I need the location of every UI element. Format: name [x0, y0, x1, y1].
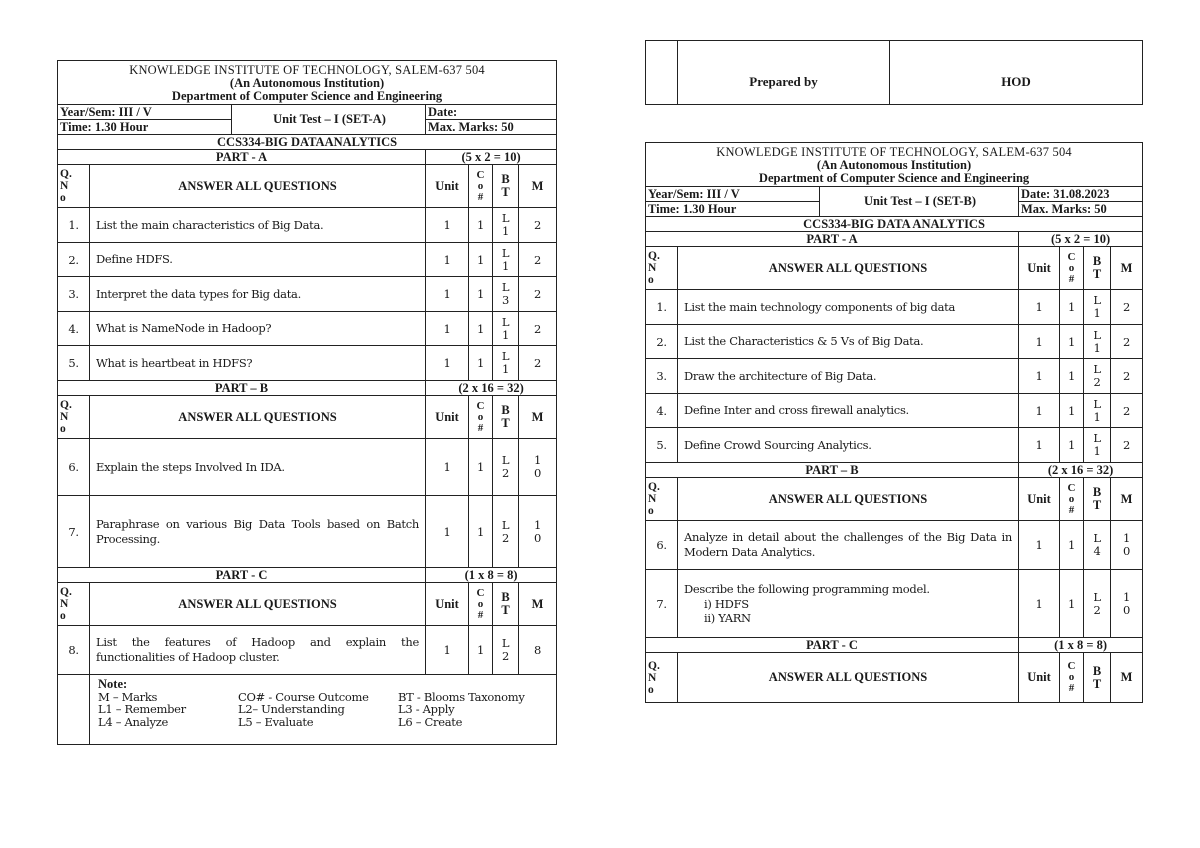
course-title: CCS334-BIG DATA ANALYTICS	[646, 217, 1143, 232]
question-text: Define HDFS.	[90, 243, 426, 277]
marks-header: M	[1111, 478, 1143, 521]
question-text: Interpret the data types for Big data.	[90, 277, 426, 312]
legend-item: L2– Understanding	[238, 702, 345, 716]
question-text: List the main technology components of big data	[678, 290, 1019, 325]
marks-header: M	[1111, 247, 1143, 290]
marks-value: 1 0	[519, 439, 557, 496]
institute-name: KNOWLEDGE INSTITUTE OF TECHNOLOGY, SALEM-637 504	[129, 63, 485, 77]
table-row	[646, 521, 1143, 570]
qno-header: Q. N o	[646, 653, 678, 703]
co-value: 1	[1060, 570, 1084, 638]
co-value: 1	[469, 496, 493, 568]
unit-value: 1	[426, 208, 469, 243]
question-number: 3.	[646, 359, 678, 394]
table-row	[58, 243, 557, 277]
part-a-label: PART - A	[646, 232, 1019, 247]
marks-value: 1 0	[1111, 570, 1143, 638]
table-row	[58, 277, 557, 312]
part-a-label: PART - A	[58, 150, 426, 165]
unit-header: Unit	[426, 396, 469, 439]
question-number: 2.	[646, 325, 678, 359]
answer-all-header: ANSWER ALL QUESTIONS	[678, 478, 1019, 521]
table-row	[58, 312, 557, 346]
unit-header: Unit	[1019, 653, 1060, 703]
legend-item: CO# - Course Outcome	[238, 689, 369, 704]
answer-all-header: ANSWER ALL QUESTIONS	[90, 165, 426, 208]
bt-header: B T	[1084, 478, 1111, 521]
part-c-marks: (1 x 8 = 8)	[426, 568, 557, 583]
bt-value: L 1	[1084, 290, 1111, 325]
legend-item: L3 - Apply	[398, 702, 455, 716]
unit-value: 1	[1019, 290, 1060, 325]
qno-header: Q. N o	[646, 247, 678, 290]
unit-value: 1	[426, 439, 469, 496]
year-sem: Year/Sem: III / V	[58, 105, 232, 120]
max-marks: Max. Marks: 50	[1019, 202, 1143, 217]
bt-value: L 2	[1084, 570, 1111, 638]
marks-value: 2	[1111, 394, 1143, 428]
co-value: 1	[469, 439, 493, 496]
bt-value: L 2	[493, 626, 519, 675]
question-number: 1.	[58, 208, 90, 243]
marks-value: 2	[1111, 428, 1143, 463]
question-text: Paraphrase on various Big Data Tools based on Batch Processing.	[90, 496, 426, 568]
question-number: 5.	[58, 346, 90, 381]
table-row	[58, 496, 557, 568]
table-row	[646, 359, 1143, 394]
bt-value: L 1	[493, 243, 519, 277]
legend-item: M – Marks	[98, 689, 158, 704]
question-text: Explain the steps Involved In IDA.	[90, 439, 426, 496]
unit-value: 1	[1019, 325, 1060, 359]
question-text: Define Inter and cross firewall analytics.	[678, 394, 1019, 428]
part-b-label: PART – B	[646, 463, 1019, 478]
marks-value: 1 0	[519, 496, 557, 568]
bt-header: B T	[493, 583, 519, 626]
table-row	[58, 208, 557, 243]
test-name: Unit Test – I (SET-A)	[232, 105, 426, 135]
marks-header: M	[519, 396, 557, 439]
question-text: Define Crowd Sourcing Analytics.	[678, 428, 1019, 463]
exam-date: Date: 31.08.2023	[1019, 187, 1143, 202]
unit-header: Unit	[426, 583, 469, 626]
question-text: What is NameNode in Hadoop?	[90, 312, 426, 346]
unit-value: 1	[426, 626, 469, 675]
question-paper-set-b	[645, 142, 1143, 703]
co-value: 1	[469, 626, 493, 675]
marks-value: 2	[1111, 325, 1143, 359]
co-value: 1	[469, 346, 493, 381]
question-text: List the main characteristics of Big Data.	[90, 208, 426, 243]
year-sem: Year/Sem: III / V	[646, 187, 820, 202]
bt-header: B T	[493, 165, 519, 208]
marks-header: M	[519, 583, 557, 626]
legend-item: L6 – Create	[398, 714, 463, 729]
marks-value: 2	[1111, 359, 1143, 394]
question-text: List the Characteristics & 5 Vs of Big Data.	[678, 325, 1019, 359]
co-header: C o #	[1060, 478, 1084, 521]
signature-blank-cell	[646, 41, 678, 105]
question-paper-set-a	[57, 60, 557, 745]
marks-value: 2	[1111, 290, 1143, 325]
institute-name: KNOWLEDGE INSTITUTE OF TECHNOLOGY, SALEM-637 504	[716, 145, 1072, 159]
legend-item: BT - Blooms Taxonomy	[398, 689, 525, 704]
question-number: 5.	[646, 428, 678, 463]
table-row	[646, 394, 1143, 428]
part-a-marks: (5 x 2 = 10)	[1019, 232, 1143, 247]
co-value: 1	[469, 208, 493, 243]
answer-all-header: ANSWER ALL QUESTIONS	[90, 583, 426, 626]
unit-value: 1	[1019, 394, 1060, 428]
co-header: C o #	[469, 583, 493, 626]
exam-time: Time: 1.30 Hour	[646, 202, 820, 217]
signature-table	[645, 40, 1143, 105]
marks-value: 2	[519, 312, 557, 346]
question-text: List the features of Hadoop and explain the functionalities of Hadoop cluster.	[90, 626, 426, 675]
co-value: 1	[1060, 359, 1084, 394]
course-title: CCS334-BIG DATAANALYTICS	[58, 135, 557, 150]
answer-all-header: ANSWER ALL QUESTIONS	[678, 247, 1019, 290]
table-row	[58, 346, 557, 381]
prepared-by-cell: Prepared by	[678, 41, 890, 105]
qno-header: Q. N o	[58, 583, 90, 626]
unit-value: 1	[1019, 521, 1060, 570]
bt-value: L 1	[1084, 428, 1111, 463]
note-blank-cell	[58, 675, 90, 745]
bt-header: B T	[493, 396, 519, 439]
exam-time: Time: 1.30 Hour	[58, 120, 232, 135]
co-value: 1	[1060, 394, 1084, 428]
question-number: 7.	[58, 496, 90, 568]
question-number: 2.	[58, 243, 90, 277]
unit-value: 1	[1019, 428, 1060, 463]
qno-header: Q. N o	[58, 165, 90, 208]
answer-all-header: ANSWER ALL QUESTIONS	[90, 396, 426, 439]
unit-value: 1	[1019, 359, 1060, 394]
department-name: Department of Computer Science and Engineering	[758, 171, 1030, 185]
bt-value: L 1	[1084, 394, 1111, 428]
note-box	[90, 675, 557, 745]
question-number: 6.	[646, 521, 678, 570]
bt-value: L 1	[493, 312, 519, 346]
question-number: 4.	[646, 394, 678, 428]
question-number: 6.	[58, 439, 90, 496]
part-c-label: PART - C	[646, 638, 1019, 653]
bt-value: L 3	[493, 277, 519, 312]
note-legend	[98, 691, 550, 729]
table-row	[58, 439, 557, 496]
unit-value: 1	[426, 496, 469, 568]
unit-header: Unit	[1019, 247, 1060, 290]
marks-value: 1 0	[1111, 521, 1143, 570]
qno-header: Q. N o	[646, 478, 678, 521]
unit-header: Unit	[1019, 478, 1060, 521]
bt-value: L 4	[1084, 521, 1111, 570]
co-value: 1	[469, 312, 493, 346]
bt-value: L 1	[1084, 325, 1111, 359]
co-value: 1	[1060, 290, 1084, 325]
question-text: What is heartbeat in HDFS?	[90, 346, 426, 381]
bt-value: L 2	[1084, 359, 1111, 394]
part-c-label: PART - C	[58, 568, 426, 583]
marks-header: M	[519, 165, 557, 208]
co-value: 1	[469, 243, 493, 277]
sub-item: i) HDFS	[704, 597, 749, 611]
max-marks: Max. Marks: 50	[426, 120, 557, 135]
part-c-marks: (1 x 8 = 8)	[1019, 638, 1143, 653]
co-value: 1	[1060, 428, 1084, 463]
question-number: 4.	[58, 312, 90, 346]
question-number: 3.	[58, 277, 90, 312]
bt-value: L 2	[493, 439, 519, 496]
marks-header: M	[1111, 653, 1143, 703]
marks-value: 2	[519, 346, 557, 381]
table-row	[58, 626, 557, 675]
bt-value: L 2	[493, 496, 519, 568]
unit-value: 1	[426, 312, 469, 346]
legend-item: L4 – Analyze	[98, 714, 169, 729]
bt-value: L 1	[493, 208, 519, 243]
bt-value: L 1	[493, 346, 519, 381]
bt-header: B T	[1084, 247, 1111, 290]
institute-header	[646, 143, 1143, 187]
sub-item: ii) YARN	[704, 611, 751, 625]
co-value: 1	[469, 277, 493, 312]
marks-value: 2	[519, 277, 557, 312]
co-value: 1	[1060, 325, 1084, 359]
unit-value: 1	[426, 277, 469, 312]
unit-value: 1	[426, 346, 469, 381]
question-number: 7.	[646, 570, 678, 638]
question-number: 1.	[646, 290, 678, 325]
question-number: 8.	[58, 626, 90, 675]
table-row	[646, 290, 1143, 325]
unit-header: Unit	[426, 165, 469, 208]
bt-header: B T	[1084, 653, 1111, 703]
autonomous-label: (An Autonomous Institution)	[816, 158, 972, 172]
marks-value: 8	[519, 626, 557, 675]
legend-item: L1 – Remember	[98, 702, 186, 716]
legend-item: L5 – Evaluate	[238, 714, 314, 729]
test-name: Unit Test – I (SET-B)	[820, 187, 1019, 217]
institute-header	[58, 61, 557, 105]
question-text: Analyze in detail about the challenges of the Big Data in Modern Data Analytics.	[678, 521, 1019, 570]
question-text: Describe the following programming model. i) HDFS ii) YARN	[678, 570, 1019, 638]
autonomous-label: (An Autonomous Institution)	[229, 76, 385, 90]
co-header: C o #	[469, 396, 493, 439]
part-b-label: PART – B	[58, 381, 426, 396]
co-header: C o #	[469, 165, 493, 208]
unit-value: 1	[1019, 570, 1060, 638]
marks-value: 2	[519, 243, 557, 277]
marks-value: 2	[519, 208, 557, 243]
department-name: Department of Computer Science and Engineering	[171, 89, 443, 103]
unit-value: 1	[426, 243, 469, 277]
answer-all-header: ANSWER ALL QUESTIONS	[678, 653, 1019, 703]
question-text: Draw the architecture of Big Data.	[678, 359, 1019, 394]
exam-date: Date:	[426, 105, 557, 120]
part-a-marks: (5 x 2 = 10)	[426, 150, 557, 165]
co-value: 1	[1060, 521, 1084, 570]
table-row	[646, 325, 1143, 359]
table-row	[646, 570, 1143, 638]
co-header: C o #	[1060, 653, 1084, 703]
note-title: Note:	[98, 677, 128, 691]
hod-cell: HOD	[890, 41, 1143, 105]
part-b-marks: (2 x 16 = 32)	[1019, 463, 1143, 478]
table-row	[646, 428, 1143, 463]
part-b-marks: (2 x 16 = 32)	[426, 381, 557, 396]
qno-header: Q. N o	[58, 396, 90, 439]
co-header: C o #	[1060, 247, 1084, 290]
